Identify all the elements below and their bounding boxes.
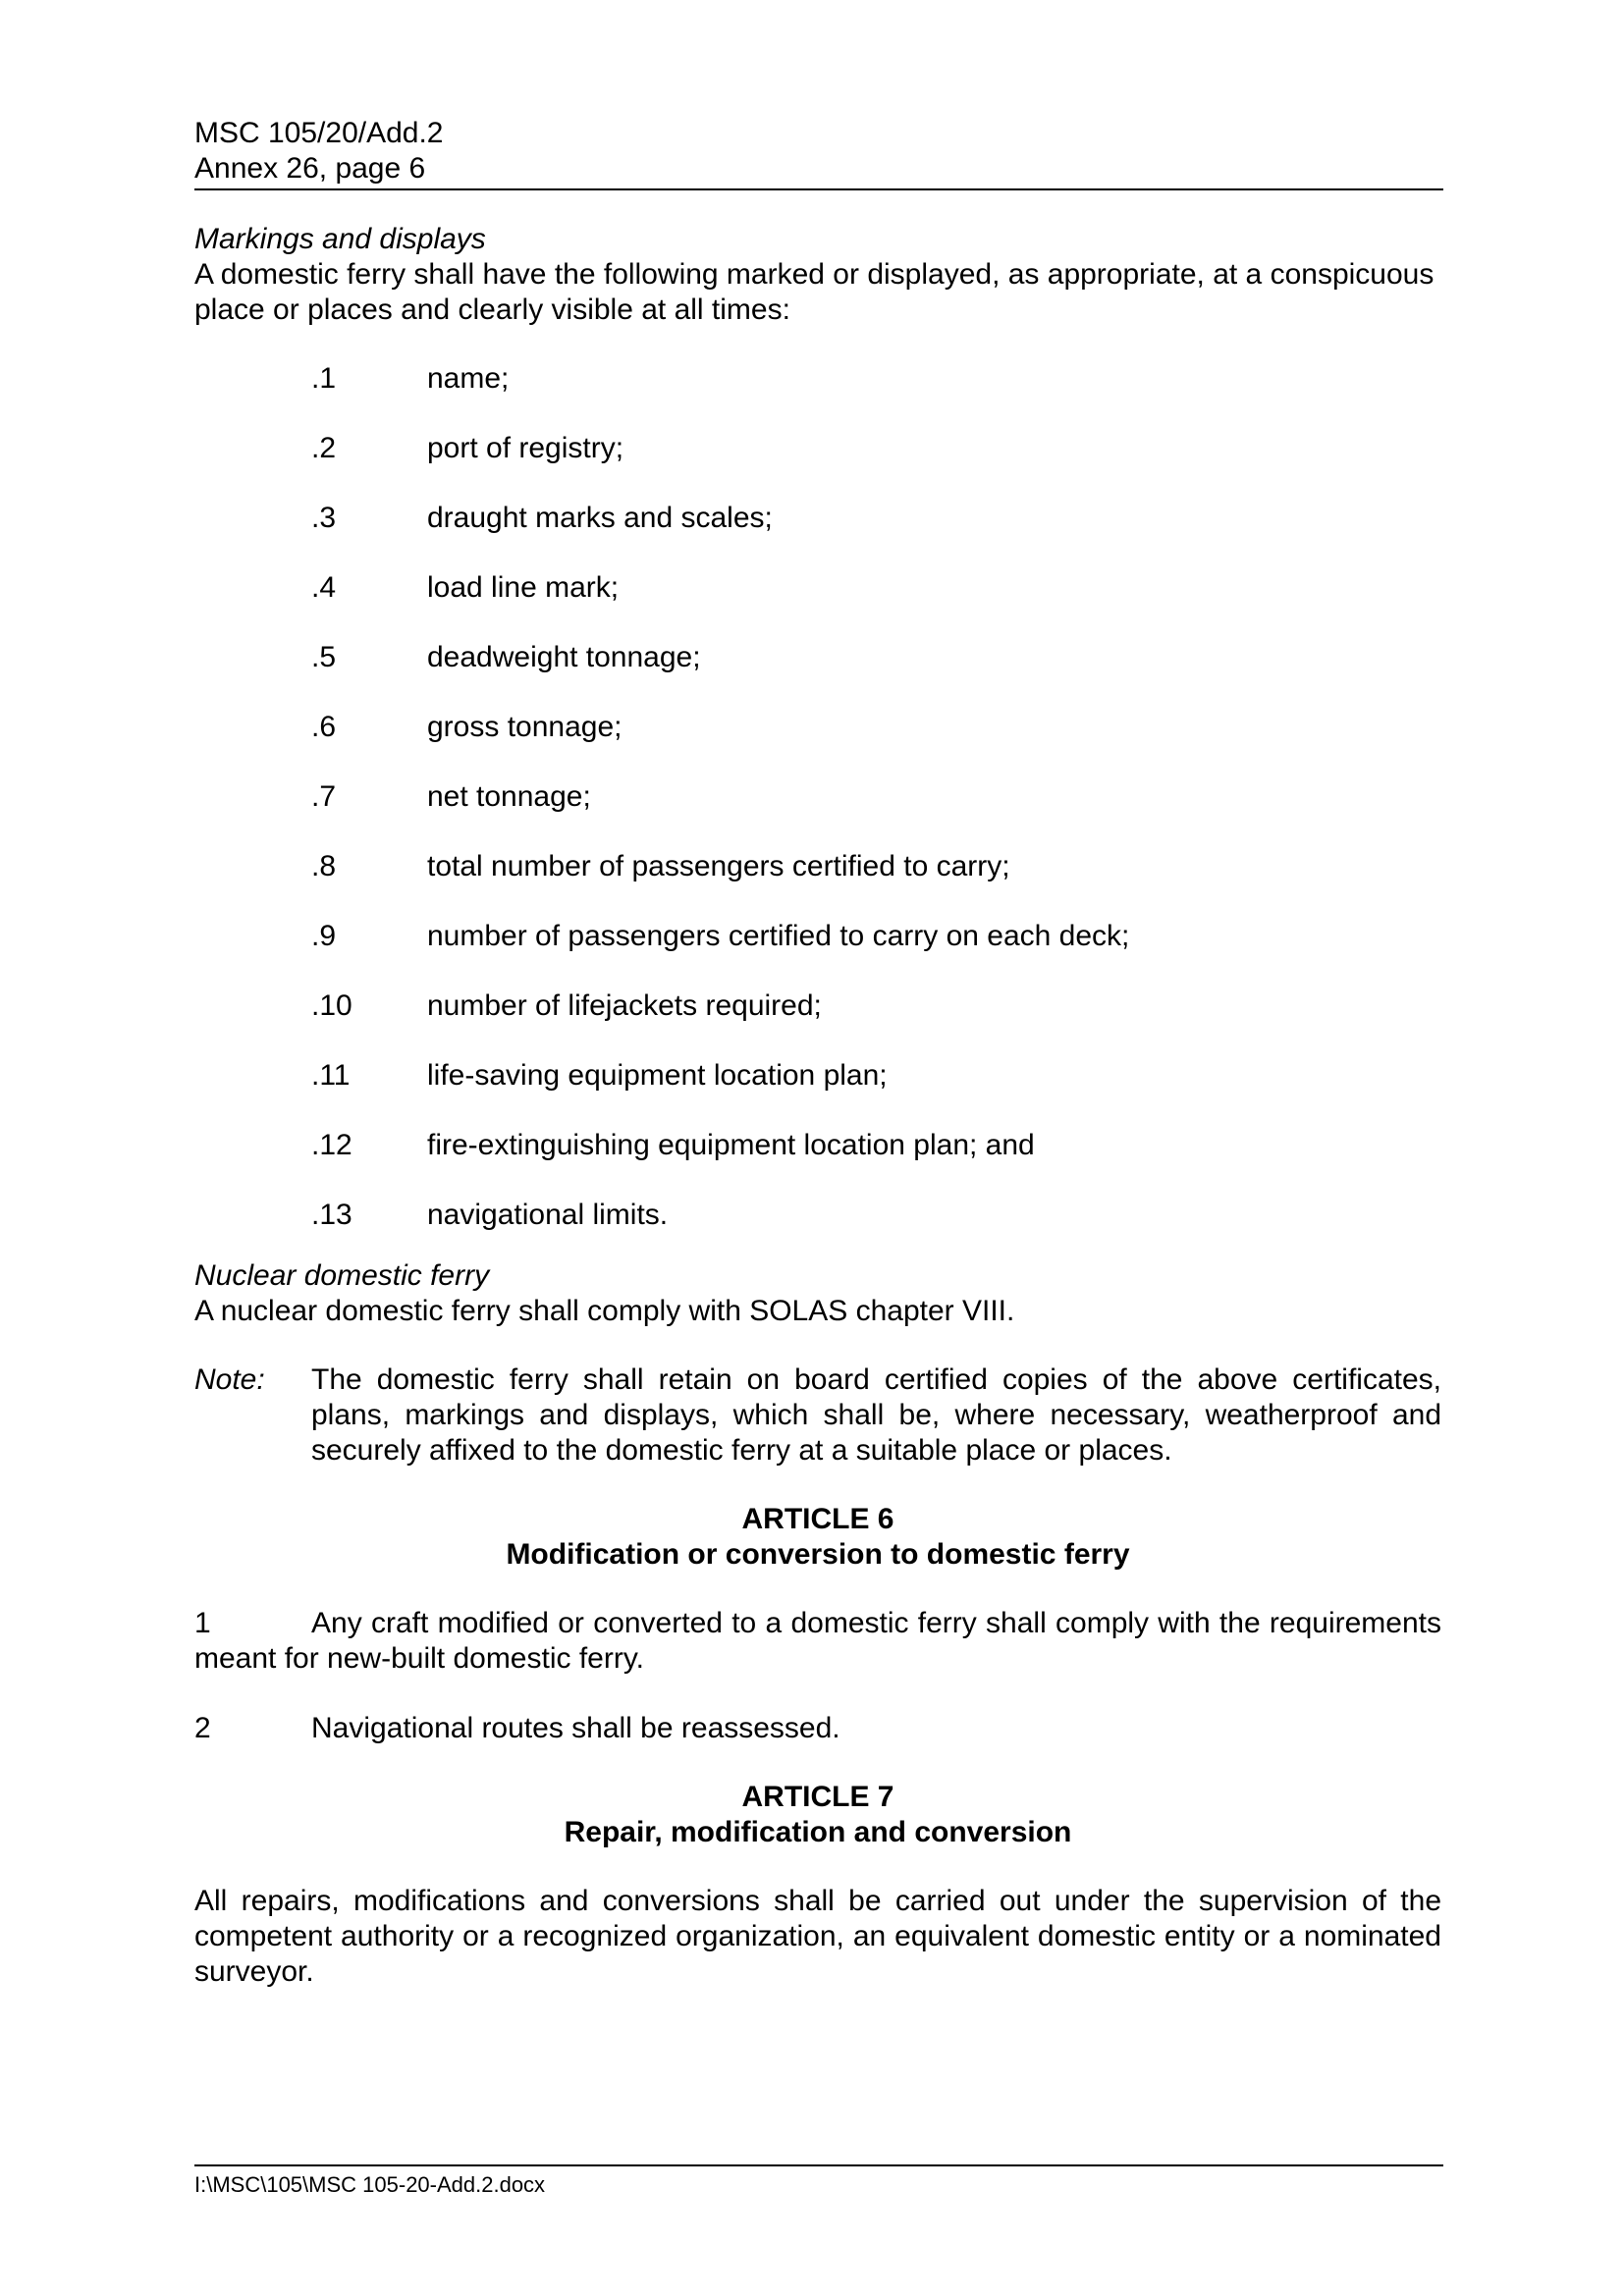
list-item-number: .2 [311, 432, 337, 464]
list-item-number: .13 [311, 1199, 352, 1231]
list-item [194, 1058, 1441, 1094]
article-7-heading [194, 1780, 1441, 1850]
article-7-text: All repairs, modifications and conversions shall be carried out under the supervision of the competent authority or a recognized organization, an equivalent domestic entity or a nominated surveyor. [194, 1885, 1441, 1988]
annex-page-reference: Annex 26, page 6 [194, 152, 426, 185]
list-item-number: .7 [311, 780, 337, 813]
list-item-text: net tonnage; [427, 780, 591, 813]
paragraph-text: Any craft modified or converted to a domestic ferry shall comply with the requirements meant for new-built domestic ferry. [194, 1607, 1441, 1675]
article-6-title: Modification or conversion to domestic ferry [506, 1538, 1130, 1571]
paragraph-text: Navigational routes shall be reassessed. [311, 1712, 840, 1744]
article-7-number: ARTICLE 7 [741, 1781, 894, 1813]
list-item-text: deadweight tonnage; [427, 641, 701, 673]
list-item-text: life-saving equipment location plan; [427, 1059, 888, 1092]
list-item-text: total number of passengers certified to carry; [427, 850, 1010, 882]
list-item [194, 640, 1441, 675]
nuclear-section [194, 1258, 1441, 1329]
list-item [194, 849, 1441, 884]
list-item [194, 779, 1441, 815]
article-6-heading [194, 1502, 1441, 1573]
note-text: The domestic ferry shall retain on board certified copies of the above certificates, plans, markings and displays, which shall be, where necessary, weatherproof and securely affixed to the domestic ferry at a suitable place or places. [311, 1363, 1441, 1467]
list-item-text: number of lifejackets required; [427, 989, 822, 1022]
header-divider [194, 188, 1443, 190]
list-item-text: load line mark; [427, 571, 620, 604]
footer-file-path: I:\MSC\105\MSC 105-20-Add.2.docx [194, 2172, 546, 2197]
list-item-text: draught marks and scales; [427, 502, 773, 534]
article-7-title: Repair, modification and conversion [564, 1816, 1072, 1848]
list-item-number: .10 [311, 989, 352, 1022]
markings-section-title: Markings and displays [194, 223, 486, 255]
article-6-body [194, 1606, 1441, 1746]
article-6-number: ARTICLE 6 [741, 1503, 894, 1535]
list-item-number: .4 [311, 571, 337, 604]
list-item [194, 431, 1441, 466]
list-item-text: port of registry; [427, 432, 624, 464]
nuclear-text: A nuclear domestic ferry shall comply with SOLAS chapter VIII. [194, 1295, 1015, 1327]
list-item-number: .5 [311, 641, 337, 673]
document-reference: MSC 105/20/Add.2 [194, 117, 444, 149]
page-header [194, 116, 1443, 187]
paragraph-number: 1 [194, 1607, 211, 1639]
paragraph-number: 2 [194, 1712, 211, 1744]
article-6-para-1 [194, 1606, 1441, 1677]
list-item [194, 919, 1441, 954]
list-item-number: .8 [311, 850, 337, 882]
footer-divider [194, 2164, 1443, 2166]
list-item [194, 501, 1441, 536]
list-item-text: gross tonnage; [427, 711, 623, 743]
list-item [194, 570, 1441, 606]
list-item-number: .11 [311, 1059, 351, 1092]
list-item-number: .1 [311, 362, 337, 395]
list-item [194, 1128, 1441, 1163]
markings-list [194, 361, 1441, 1233]
article-6-para-2 [194, 1711, 1441, 1746]
note [194, 1362, 1441, 1468]
list-item [194, 710, 1441, 745]
list-item-number: .6 [311, 711, 337, 743]
list-item-text: fire-extinguishing equipment location plan; and [427, 1129, 1035, 1161]
document-body [194, 222, 1441, 1990]
list-item-text: number of passengers certified to carry on each deck; [427, 920, 1130, 952]
list-item-number: .12 [311, 1129, 352, 1161]
note-label: Note: [194, 1363, 265, 1396]
list-item-number: .3 [311, 502, 337, 534]
list-item-number: .9 [311, 920, 337, 952]
nuclear-section-title: Nuclear domestic ferry [194, 1259, 490, 1292]
list-item [194, 361, 1441, 397]
markings-intro: A domestic ferry shall have the following marked or displayed, as appropriate, at a conspicuous place or places and clearly visible at all times: [194, 258, 1435, 326]
list-item [194, 1198, 1441, 1233]
list-item [194, 988, 1441, 1024]
list-item-text: name; [427, 362, 510, 395]
list-item-text: navigational limits. [427, 1199, 669, 1231]
